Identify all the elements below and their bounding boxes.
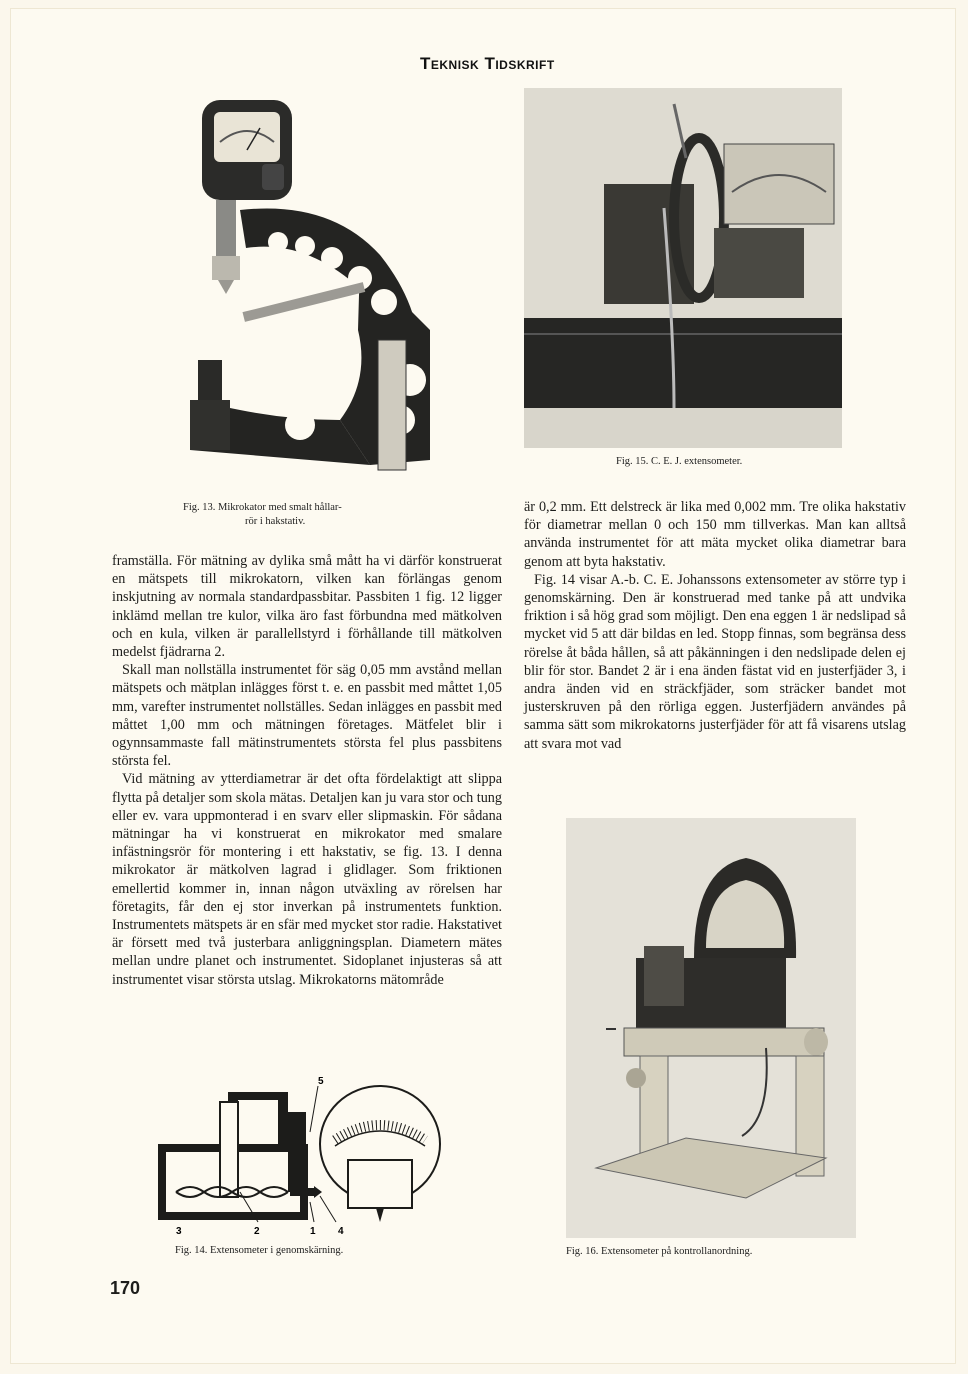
fig16-caption: Fig. 16. Extensometer på kontrollanordning. bbox=[566, 1246, 753, 1257]
right-para-1: är 0,2 mm. Ett delstreck är lika med 0,002 mm. Tre olika hakstativ för diametrar mellan 0 och 150 mm tillverkas. Man kan alltså använda instrumentet för att mäta mycket olika diametrar bara genom att byta hakstativ. bbox=[524, 499, 906, 570]
fig15-photo bbox=[524, 88, 842, 448]
fig14-label-3: 3 bbox=[176, 1226, 182, 1237]
fig14-label-1: 1 bbox=[310, 1226, 316, 1237]
fig14-label-4: 4 bbox=[338, 1226, 344, 1237]
fig13-caption bbox=[183, 501, 342, 529]
fig14-diagram bbox=[150, 1072, 450, 1238]
page-number: 170 bbox=[110, 1278, 141, 1298]
fig14-label-5: 5 bbox=[318, 1076, 324, 1087]
fig14-label-2: 2 bbox=[254, 1226, 260, 1237]
left-para-1: framställa. För mätning av dylika små mått ha vi därför konstruerat en mätspets till mikrokatorn, vilken kan förlängas genom inskjutning av normala standardpassbitar. Passbiten 1 fig. 12 ligger inklämd mellan tre kulor, vilka äro fast förbundna med mätkolven och en kula, vilken är parallellstyrd i förhållande till mätkolven medelst fjädrarna 2. bbox=[112, 553, 502, 661]
fig13-image bbox=[120, 80, 510, 485]
running-head: Teknisk Tidskrift bbox=[420, 54, 555, 73]
right-para-2: Fig. 14 visar A.-b. C. E. Johanssons extensometer av större typ i genomskärning. Den är konstruerad med tanke på att undvika friktion i så hög grad som möjligt. Den ena eggen 1 är nedslipad så mycket vid 5 att där bildas en led. Stopp finnas, som begränsa dess rörelse åt båda hållen, så att påkänningen i den nedslipade delen ej blir för stor. Bandet 2 är i ena änden fästat vid en justerfjäder 3, i andra änden vid en sträckfjäder, som sträcker bandet mot justerskruven på den rörliga eggen. Justerfjädern användes på samma sätt som mikrokatorns justerfjäder för att få visarens utslag att svara mot vad bbox=[524, 571, 906, 752]
fig16-photo bbox=[566, 818, 856, 1238]
left-para-3: Vid mätning av ytterdiametrar är det ofta fördelaktigt att slippa flytta på detaljer som skola mätas. Detaljen kan ju vara stor och tung eller ev. vara uppmonterad i en svarv eller slipmaskin. För sådana mätningar ha vi konstruerat en mikrokator med smalare infästningsrör för montering i ett hakstativ, se fig. 13. I denna mikrokator är mätkolven lagrad i glidlager. Som friktionen emellertid kommer in, innan någon utväxling av rörelsen har företagits, får den ej stor inverkan på instrumentets funktion. Instrumentets mätspets är en sfär med mycket stor radie. Hakstativet är försett med två justerbara anliggningsplan. Diametern mätes mellan undre planet och instrumentet. Sidoplanet injusteras så att instrumentet visar största utslag. Mikrokatorns mätområde bbox=[112, 771, 502, 988]
left-column bbox=[112, 552, 502, 989]
fig13-caption-line1: Fig. 13. Mikrokator med smalt hållar- bbox=[183, 502, 342, 513]
fig13-caption-line2: rör i hakstativ. bbox=[245, 516, 306, 527]
fig14-caption: Fig. 14. Extensometer i genomskärning. bbox=[175, 1245, 344, 1256]
left-para-2: Skall man nollställa instrumentet för säg 0,05 mm avstånd mellan mätspets och mätplan inlägges först t. e. en passbit med måttet 1,05 mm, varefter instrumentet nollställes. Sedan inlägges en passbit med måttet 1,00 mm och mätningen företages. Mätfelet blir i ogynnsammaste fall mätinstrumentets största fel plus passbitens största fel. bbox=[112, 662, 502, 770]
right-column bbox=[524, 498, 906, 753]
fig15-caption: Fig. 15. C. E. J. extensometer. bbox=[616, 456, 743, 467]
